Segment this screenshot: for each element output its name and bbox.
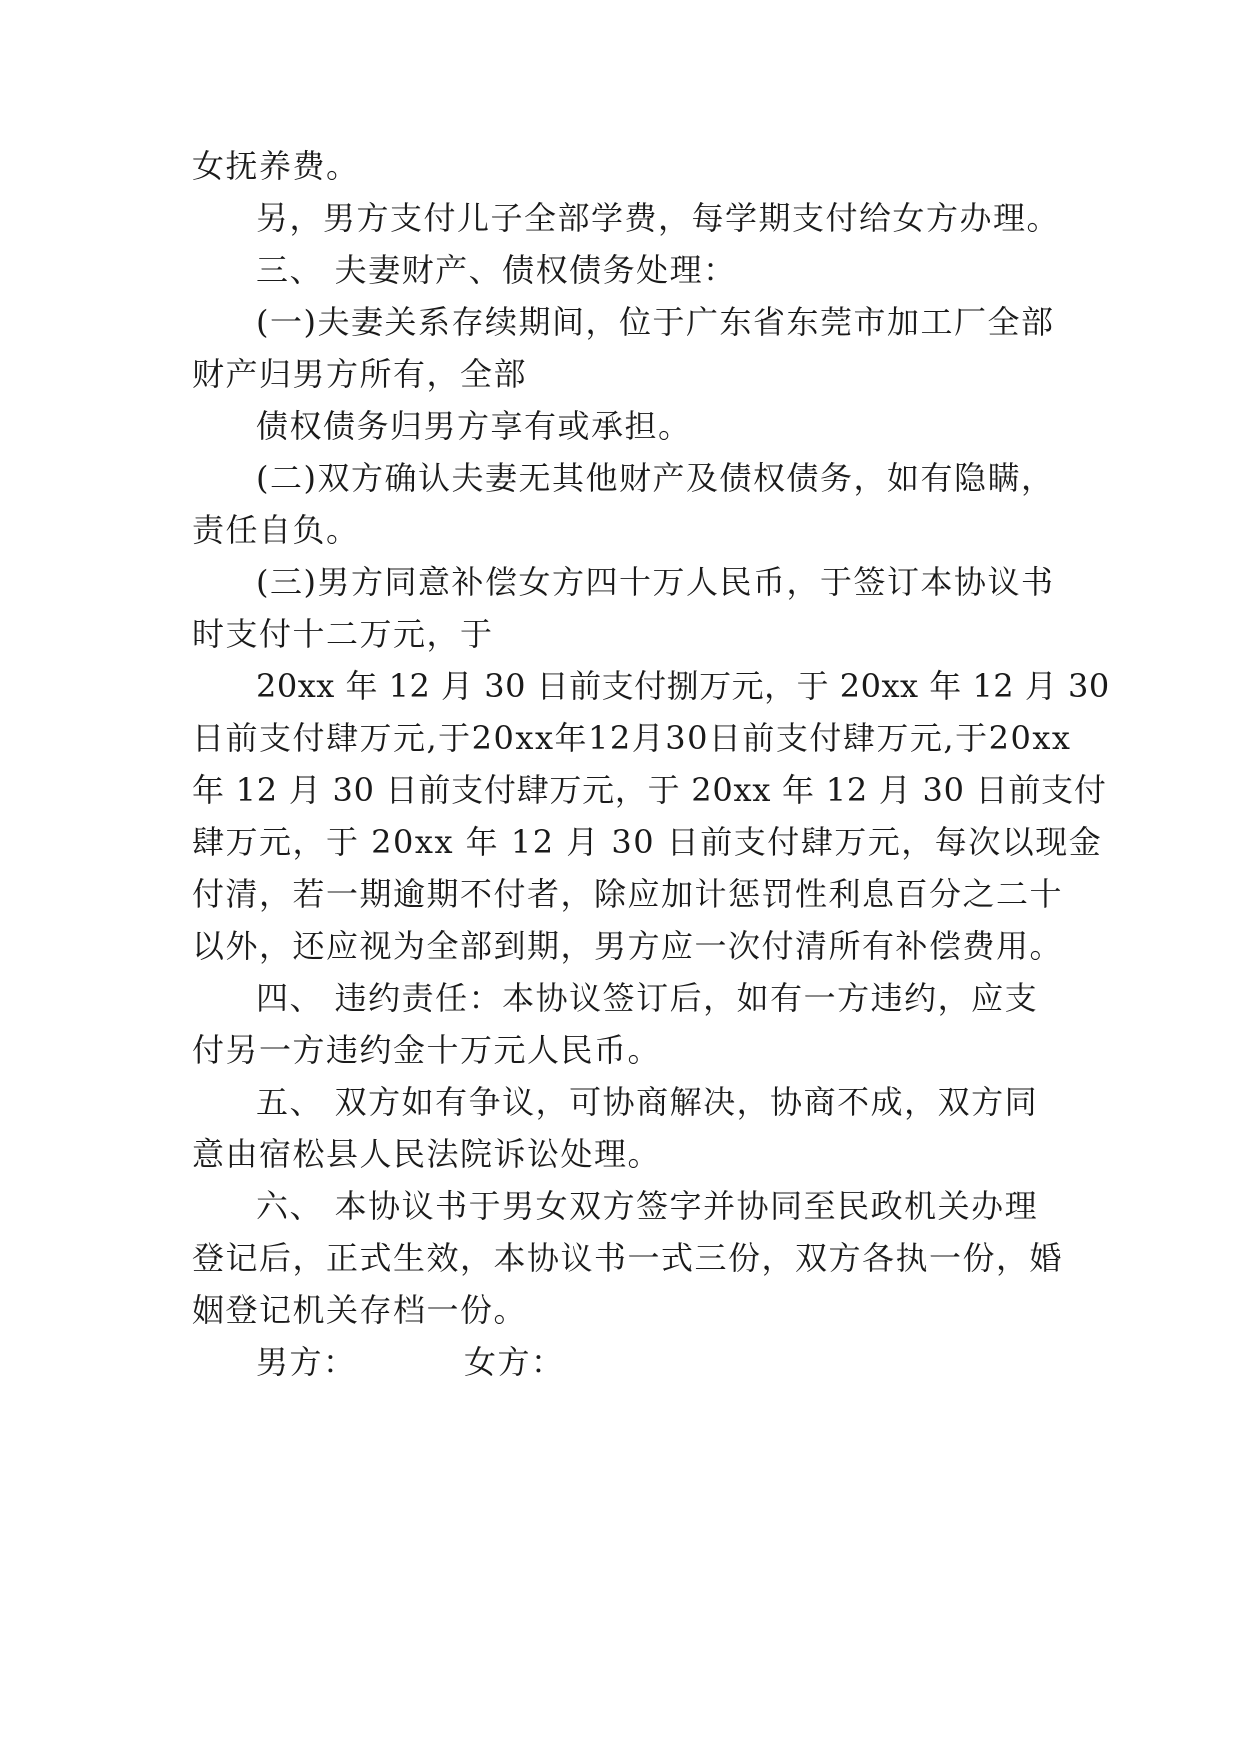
text-line: 20xx 年 12 月 30 日前支付捌万元，于 20xx 年 12 月 30 (256, 667, 1110, 705)
section-heading: 四、 违约责任：本协议签订后，如有一方违约，应支 (256, 979, 1039, 1017)
text-line: 责任自负。 (192, 511, 360, 549)
text-line: 女抚养费。 (192, 147, 360, 185)
signature-female-label: 女方： (464, 1343, 565, 1381)
text-line: 付另一方违约金十万元人民币。 (192, 1031, 662, 1069)
text-line: 姻登记机关存档一份。 (192, 1291, 528, 1329)
text-line: 日前支付肆万元,于20xx年12月30日前支付肆万元,于20xx (192, 719, 1072, 757)
text-line: (三)男方同意补偿女方四十万人民币，于签订本协议书 (256, 563, 1055, 601)
signature-male-label: 男方： (256, 1343, 357, 1381)
text-line: (一)夫妻关系存续期间，位于广东省东莞市加工厂全部 (256, 303, 1055, 341)
text-line: 债权债务归男方享有或承担。 (256, 407, 692, 445)
text-line: 另，男方支付儿子全部学费，每学期支付给女方办理。 (256, 199, 1061, 237)
section-heading: 六、 本协议书于男女双方签字并协同至民政机关办理 (256, 1187, 1039, 1225)
text-line: 年 12 月 30 日前支付肆万元，于 20xx 年 12 月 30 日前支付 (192, 771, 1107, 809)
section-heading: 三、 夫妻财产、债权债务处理： (256, 251, 737, 289)
text-line: 肆万元，于 20xx 年 12 月 30 日前支付肆万元，每次以现金 (192, 823, 1103, 861)
text-line: 财产归男方所有，全部 (192, 355, 528, 393)
text-line: (二)双方确认夫妻无其他财产及债权债务，如有隐瞒， (256, 459, 1055, 497)
text-line: 以外，还应视为全部到期，男方应一次付清所有补偿费用。 (192, 927, 1064, 965)
section-heading: 五、 双方如有争议，可协商解决，协商不成，双方同 (256, 1083, 1039, 1121)
text-line: 时支付十二万元，于 (192, 615, 494, 653)
text-line: 登记后，正式生效，本协议书一式三份，双方各执一份，婚 (192, 1239, 1064, 1277)
text-line: 意由宿松县人民法院诉讼处理。 (192, 1135, 662, 1173)
text-line: 付清，若一期逾期不付者，除应加计惩罚性利息百分之二十 (192, 875, 1064, 913)
